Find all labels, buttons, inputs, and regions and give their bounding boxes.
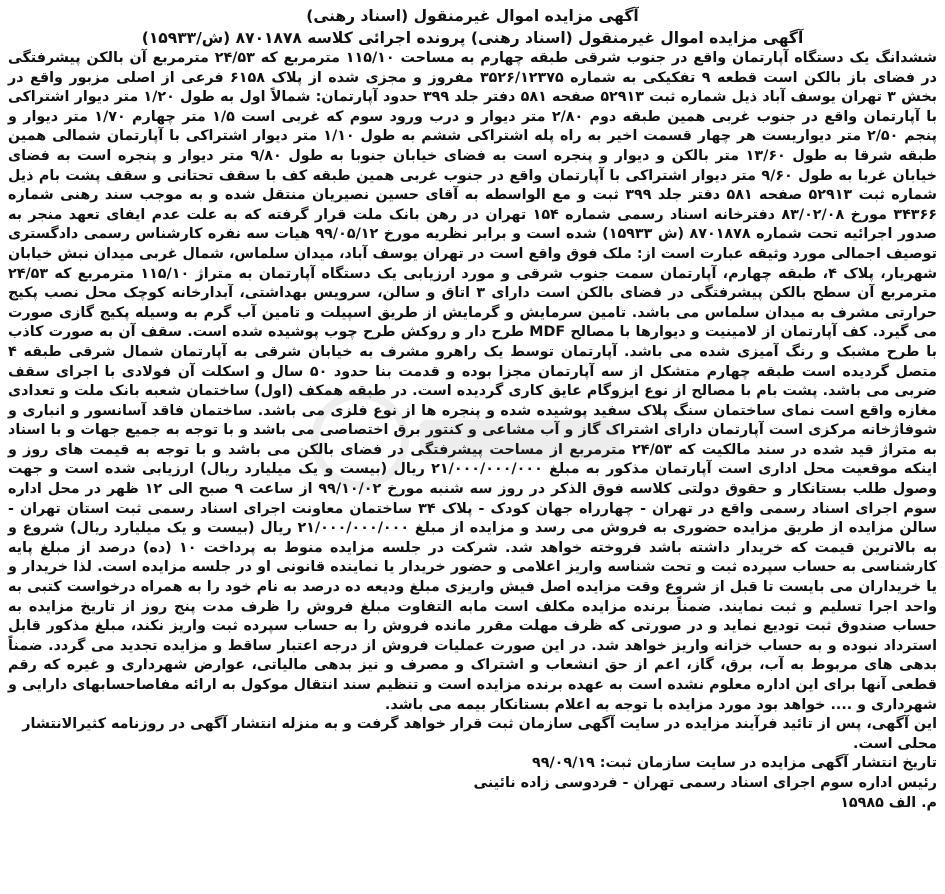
publish-date: تاریخ انتشار آگهی مزایده در سایت سازمان ثبت: ۹۹/۰۹/۱۹ — [532, 755, 937, 772]
publish-note: این آگهی، پس از تائید فرآیند مزایده در سایت آگهی سازمان ثبت قرار خواهد گرفت و به منزله انتشار آگهی در روزنامه کثیرالانتشار محلی است. — [22, 716, 937, 752]
reference-code: م. الف ۱۵۹۸۵ — [840, 794, 937, 811]
notice-title: آگهی مزایده اموال غیرمنقول (اسناد رهنی) — [306, 7, 639, 25]
notice-body: ششدانگ یک دستگاه آپارتمان واقع در جنوب شرقی طبقه چهارم به مساحت ۱۱۵/۱۰ مترمربع که ۲۴/۵۳ مترمربع آن بالکن پیشرفتگی در فضای باز بالکن است قطعه ۹ تفکیکی به شماره ۳۵۲۶/۱۲۳۷۵ مفروز و مجزی شده از پلاک ۶۱۵۸ فرعی از اصلی مزبور واقع در بخش ۳ تهران یوسف آباد ذیل شماره ثبت ۵۲۹۱۳ صفحه ۵۸۱ دفتر جلد ۳۹۹ حدود آپارتمان: شمالاً اول به طول ۱/۲۰ متر دیوار اشتراکی با آپارتمان واقع در جنوب غربی همین طبقه دوم ۲/۸۰ متر دیوار و درب ورود سوم که غربی است ۱/۵ متر چهارم ۱/۷۰ متر دیوار و پنجم ۲/۵۰ متر دیواریست هر چهار قسمت اخیر به راه پله اشتراکی ششم به طول ۱/۱۰ متر دیوار اشتراکی با آپارتمان شمالی همین طبقه شرقا به طول ۱۳/۶۰ متر بالکن و دیوار و پنجره است به فضای خیابان جنوبا به طول ۹/۸۰ متر دیوار و پنجره است به فضای خیابان غربا به طول ۹/۶۰ متر دیوار اشتراکی با آپارتمان واقع در جنوب غربی همین طبقه کف با سقف تحتانی و سقف پشت بام ذیل شماره ثبت ۵۲۹۱۳ صفحه ۵۸۱ دفتر جلد ۳۹۹ ثبت و مع الواسطه به آقای حسین نصیریان منتقل شده و به موجب سند رهنی شماره ۳۴۳۶۶ مورخ ۸۳/۰۲/۰۸ دفترخانه اسناد رسمی شماره ۱۵۴ تهران در رهن بانک ملت قرار گرفته که به علت عدم ایفای تعهد منجر به صدور اجرائیه تحت شماره ۸۷۰۱۸۷۸ (ش ۱۵۹۳۳) شده است و برابر نظریه مورخ ۹۹/۰۵/۱۲ هیات سه نفره کارشناس رسمی دادگستری توصیف اجمالی مورد وثیقه عبارت است از: ملک فوق واقع است در تهران یوسف آباد، میدان سلماس، شمال غربی میدان نبش خیابان شهریار، پلاک ۴، طبقه چهارم، آپارتمان سمت جنوب شرقی و مورد ارزیابی یک دستگاه آپارتمان به متراژ ۱۱۵/۱۰ مترمربع که ۲۴/۵۳ مترمربع آن سطح بالکن پیشرفتگی در فضای بالکن است دارای ۳ اتاق و سالن، سرویس بهداشتی، آبدارخانه کوچک محل نصب پکیج حرارتی مشرف به میدان سلماس می باشد. تامین سرمایش و گرمایش از طریق اسپیلت و تامین آب گرم به وسیله پکیج گازی صورت می گیرد. کف آپارتمان از لامینیت و دیوارها با مصالح MDF طرح دار و روکش طرح چوب پوشیده شده است. سقف آن به صورت کاذب با طرح مشبک و رنگ آمیزی شده می باشد. آپارتمان توسط یک راهرو مشرف به خیابان شرقی به آپارتمان شمال شرقی طبقه ۴ متصل گردیده است طبقه چهارم متشکل از سه آپارتمان مجزا بوده و قدمت بنا حدود ۵۰ سال و اسکلت آن فولادی با اجرای سقف ضربی می باشد. پشت بام با مصالح از نوع ایزوگام عایق کاری گردیده است. در طبقه همکف (اول) ساختمان شعبه بانک ملت و تعدادی مغازه واقع است نمای ساختمان سنگ پلاک سفید پوشیده شده و پنجره ها از نوع فلزی می باشد. ساختمان فاقد آسانسور و انباری و شوفاژخانه مرکزی است آپارتمان دارای اشتراک گاز و آب مشاعی و کنتور برق اختصاصی می باشد و با توجه به جمیع جهات و با اسناد به متراژ قید شده در سند مالکیت که ۲۴/۵۳ مترمربع از مساحت پیشرفتگی در فضای بالکن می باشد و با توجه به قیمت های روز و اینکه موقعیت محل اداری است آپارتمان مذکور به مبلغ ۲۱/۰۰۰/۰۰۰/۰۰۰ ریال (بیست و یک میلیارد ریال) ارزیابی شده است و جهت وصول طلب بستانکار و حقوق دولتی کلاسه فوق الذکر در روز سه شنبه مورخ ۹۹/۱۰/۰۲ از ساعت ۹ صبح الی ۱۲ ظهر در محل اداره سوم اجرای اسناد رسمی واقع در تهران - چهارراه جهان کودک - پلاک ۳۴ ساختمان معاونت اجرای اسناد رسمی ثبت استان تهران - سالن مزایده از طریق مزایده حضوری به فروش می رسد و مزایده از مبلغ ۲۱/۰۰۰/۰۰۰/۰۰۰ ریال (بیست و یک میلیارد ریال) شروع و به بالاترین قیمت که خریدار داشته باشد فروخته خواهد شد. شرکت در جلسه مزایده منوط به پرداخت ۱۰ (ده) درصد از مبلغ پایه کارشناسی به حساب سپرده ثبت و تحت شناسه واریز اعلامی و حضور خریدار یا نماینده قانونی او در جلسه مزایده است. لذا خریدار و یا خریداران می بایست تا قبل از شروع وقت مزایده اصل فیش واریزی مبلغ ودیعه ده درصد به نام خود را به همراه درخواست کتبی به واحد اجرا تسلیم و ثبت نمایند. ضمناً برنده مزایده مکلف است مابه التفاوت مبلغ فروش را ظرف مدت پنج روز از تاریخ مزایده به حساب صندوق ثبت تودیع نماید و در صورتی که ظرف مهلت مقرر مانده فروش را به حساب سپرده ثبت واریز نکند، مبلغ مذکور قابل استرداد نبوده و به حساب خزانه واریز خواهد شد. در این صورت عملیات فروش از درجه اعتبار ساقط و مزایده تجدید می گردد. ضمناً بدهی های مربوط به آب، برق، گاز، اعم از حق انشعاب و اشتراک و مصرف و نیز بدهی مالیاتی، عوارض شهرداری و غیره که رقم قطعی آنها برای این اداره معلوم نشده است به عهده برنده مزایده است و تنظیم سند انتقال موکول به ارائه مفاصاحسابهای دارایی و شهرداری و .... خواهد بود مورد مزایده با توجه به اعلام بستانکار بیمه می باشد. — [8, 50, 938, 713]
notice-subtitle: آگهی مزایده اموال غیرمنقول (اسناد رهنی) پرونده اجرائی کلاسه ۸۷۰۱۸۷۸ (ش/۱۵۹۳۳) — [141, 29, 804, 47]
signature: رئیس اداره سوم اجرای اسناد رسمی تهران - فردوسی زاده نائینی — [473, 774, 937, 791]
